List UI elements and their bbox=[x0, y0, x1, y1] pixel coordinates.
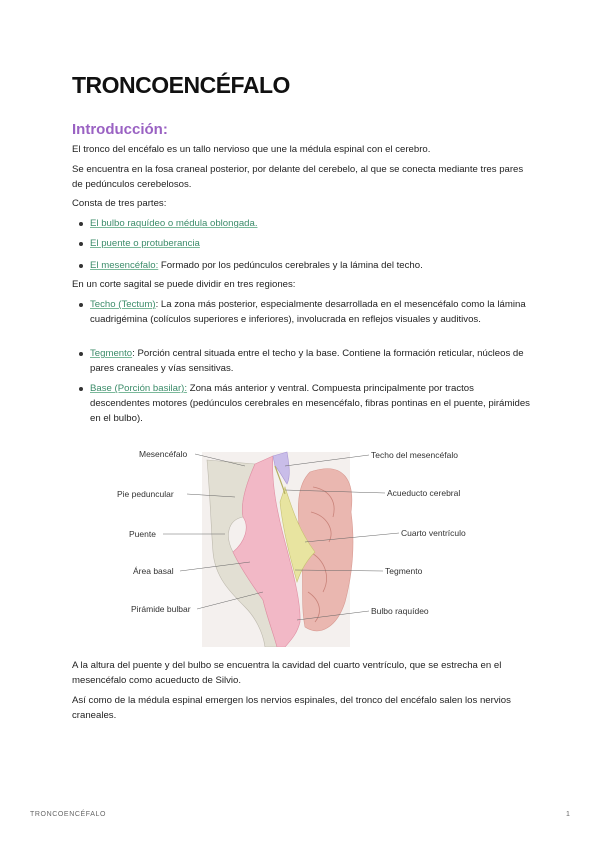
label-tegmento: Tegmento bbox=[385, 566, 423, 576]
paragraph-nerves: Así como de la médula espinal emergen los nervios espinales, del tronco del encéfalo salen los nervios craneales. bbox=[72, 695, 511, 721]
footer-title: TRONCOENCÉFALO bbox=[30, 811, 107, 818]
list-item bbox=[90, 216, 536, 231]
list-item: El mesencéfalo: Formado por los pedúnculos cerebrales y la lámina del techo. bbox=[90, 258, 536, 273]
label-area-basal: Área basal bbox=[133, 566, 174, 576]
label-acueducto-cerebral: Acueducto cerebral bbox=[387, 488, 461, 498]
label-puente: Puente bbox=[129, 529, 156, 539]
paragraph-ventricle: A la altura del puente y del bulbo se encuentra la cavidad del cuarto ventrículo, que se estrecha en el mesencéfalo como acueducto de Silvio. bbox=[72, 660, 502, 686]
footer-page-number: 1 bbox=[566, 811, 571, 818]
link-mesencefalo[interactable]: El mesencéfalo: bbox=[90, 260, 159, 271]
label-bulbo-raquideo: Bulbo raquídeo bbox=[371, 606, 429, 616]
link-base[interactable]: Base (Porción basilar): bbox=[90, 383, 188, 394]
link-puente[interactable]: El puente o protuberancia bbox=[90, 238, 200, 249]
link-tegmento[interactable]: Tegmento bbox=[90, 348, 133, 359]
section-heading: Introducción: bbox=[72, 121, 168, 138]
label-mesencefalo: Mesencéfalo bbox=[139, 449, 188, 459]
label-cuarto-ventriculo: Cuarto ventrículo bbox=[401, 528, 466, 538]
brainstem-sagittal-diagram bbox=[115, 442, 490, 647]
list-item bbox=[90, 236, 536, 251]
link-techo[interactable]: Techo (Tectum) bbox=[90, 299, 156, 310]
list-item: Tegmento: Porción central situada entre el techo y la base. Contiene la formación reticular, núcleos de pares craneales y vías sensitivas. bbox=[90, 346, 536, 376]
page-title: TRONCOENCÉFALO bbox=[72, 72, 290, 98]
list-item: Base (Porción basilar): Zona más anterior y ventral. Compuesta principalmente por tractos descendentes motores (pedúnculos cerebrales en mesencéfalo, fibras pontinas en el puente, pirámides en el bulbo). bbox=[90, 381, 536, 426]
paragraph-parts: Consta de tres partes: bbox=[72, 198, 167, 209]
paragraph-regions: En un corte sagital se puede dividir en tres regiones: bbox=[72, 279, 296, 290]
label-techo-mesencefalo: Techo del mesencéfalo bbox=[371, 450, 458, 460]
label-pie-peduncular: Pie peduncular bbox=[117, 489, 174, 499]
list-item: Techo (Tectum): La zona más posterior, especialmente desarrollada en el mesencéfalo como la lámina cuadrigémina (colículos superiores e inferiores), involucrada en reflejos visuales y auditivos. bbox=[90, 297, 536, 327]
label-piramide-bulbar: Pirámide bulbar bbox=[131, 604, 191, 614]
link-bulbo[interactable]: El bulbo raquídeo o médula oblongada. bbox=[90, 218, 258, 229]
paragraph-intro: El tronco del encéfalo es un tallo nervioso que une la médula espinal con el cerebro. bbox=[72, 144, 431, 155]
paragraph-location: Se encuentra en la fosa craneal posterior, por delante del cerebelo, al que se conecta mediante tres pares de pedúnculos cerebelosos. bbox=[72, 164, 524, 190]
